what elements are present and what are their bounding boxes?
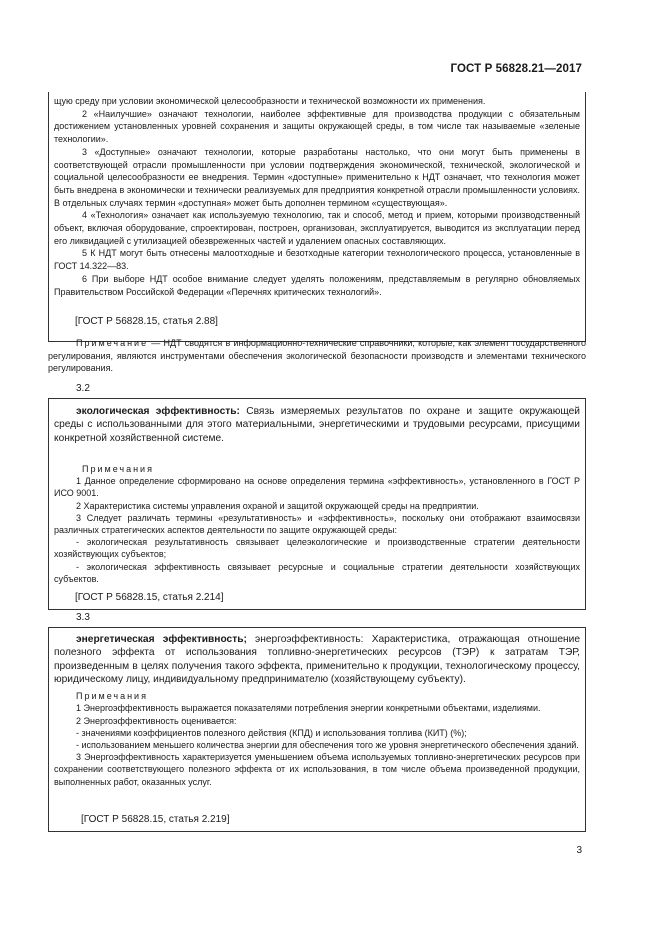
- note-3-2-3b: - экологическая эффективность связывает ресурсные и социальные стратегии деятельности хозяйствующих субъектов.: [54, 561, 580, 584]
- note-3-2-3: 3 Следует различать термины «результативность» и «эффективность», поскольку они отображают взаимосвязи различных стратегических аспектов деятельности по защите окружающей среды:: [54, 512, 580, 535]
- note-text: — НДТ сводятся в информационно-технические справочники, которые, как элемент государственного регулирования, являются инструментами обеспечения экологической безопасности производств и элементами технического регулирования.: [48, 338, 586, 374]
- section-number-3-3: 3.3: [76, 612, 90, 623]
- section-number-3-2: 3.2: [76, 383, 90, 394]
- note-label: Примечание: [76, 338, 149, 348]
- notes-label-3-3: Примечания: [76, 691, 148, 702]
- note-3-3-2: 2 Энергоэффективность оценивается:: [76, 715, 237, 726]
- note-3-3-1: 1 Энергоэффективность выражается показателями потребления энергии конкретными объектами, изделиями.: [76, 703, 541, 714]
- term-box-3-2: [48, 398, 586, 610]
- notes-label-3-2: Примечания: [82, 463, 154, 474]
- note-3-2-3a: - экологическая результативность связывает целеэкологические и производственные стратегии деятельности хозяйствующих субъектов;: [54, 537, 580, 560]
- reference-2-214: [ГОСТ Р 56828.15, статья 2.214]: [75, 592, 224, 603]
- paragraph-continuation: щую среду при условии экономической целесообразности и технической возможности их применения.: [54, 96, 486, 106]
- note-3-2-2: 2 Характеристика системы управления охраной и защитой окружающей среды на предприятии.: [76, 500, 479, 511]
- note-block: [48, 337, 586, 375]
- definition-3-2: Связь измеряемых результатов по охране и защите окружающей среды с использованными для этого материальными, энергетическими и трудовыми ресурсами, присущими конкретной хозяйственной системе.: [54, 406, 580, 444]
- paragraph-note-6: 6 При выборе НДТ особое внимание следует уделять положениям, представляемым в регулярно обновляемых Правительством Российской Федерации «Перечнях критических технологий».: [54, 273, 580, 297]
- term-synonym: энергоэффективность:: [246, 634, 364, 645]
- term-box-3-3: [48, 627, 586, 832]
- reference-2-219: [ГОСТ Р 56828.15, статья 2.219]: [81, 814, 230, 825]
- term-energy-efficiency: энергетическая эффективность;: [76, 634, 247, 645]
- paragraph-note-2: 2 «Наилучшие» означают технологии, наиболее эффективные для производства продукции с обязательным достижением установленных уровней сохранения и защиты окружающей среды, в том числе так называемые «зеленые технологии».: [54, 108, 580, 145]
- paragraph-note-3: 3 «Доступные» означают технологии, которые разработаны настолько, что они могут быть применены в соответствующей отрасли промышленности при условии подтверждения экономической, технической, экологической и социальной целесообразности ее внедрения. Термин «доступные» применительно к НДТ означает, что технология может быть внедрена в экономически и технически реализуемых для предприятия конкретной отрасли промышленности условиях. В отдельных случаях термин «доступная» может быть дополнен термином «существующая».: [54, 146, 580, 208]
- document-code: ГОСТ Р 56828.21—2017: [450, 63, 582, 75]
- definition-3-3: Характеристика, отражающая отношение полезного эффекта от использования топливно-энергетических ресурсов (ТЭР) к затратам ТЭР, произведенным в целях получения такого эффекта, применительно к продукции, технологическому процессу, юридическому лицу, индивидуальному предпринимателю (хозяйствующему субъекту).: [54, 634, 581, 685]
- definition-continuation-box: [48, 92, 586, 342]
- paragraph-note-4: 4 «Технология» означает как используемую технологию, так и способ, метод и прием, которыми производственный объект, включая оборудование, спроектирован, построен, организован, эксплуатируется, выводится из эксплуатации перед его ликвидацией с утилизацией обезвреженных частей и удалением опасных составляющих.: [54, 210, 580, 246]
- reference-2-88: [ГОСТ Р 56828.15, статья 2.88]: [75, 316, 218, 327]
- note-3-2-1: 1 Данное определение сформировано на основе определения термина «эффективность», установленного в ГОСТ Р ИСО 9001.: [54, 476, 580, 499]
- note-3-3-3: 3 Энергоэффективность характеризуется уменьшением объема используемых топливно-энергетических ресурсов при сохранении соответствующего полезного эффекта от их использования, в том числе объема произведенной продукции, выполненных работ, оказанных услуг.: [54, 752, 580, 787]
- term-ecological-efficiency: экологическая эффективность:: [76, 406, 240, 417]
- note-3-3-2b: - использованием меньшего количества энергии для обеспечения того же уровня энергетического обеспечения зданий.: [76, 740, 579, 750]
- page-number: 3: [576, 845, 582, 856]
- note-3-3-2a: - значениями коэффициентов полезного действия (КПД) и использования топлива (КИТ) (%);: [76, 727, 467, 738]
- paragraph-note-5: 5 К НДТ могут быть отнесены малоотходные и безотходные категории технологического процесса, установленные в ГОСТ 14.322—83.: [54, 248, 580, 272]
